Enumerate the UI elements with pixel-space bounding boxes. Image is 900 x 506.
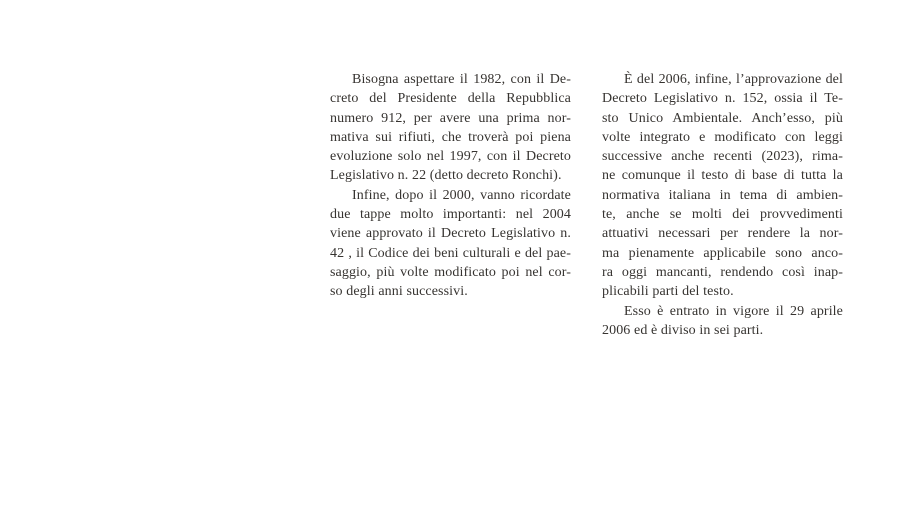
paragraph [602,302,843,341]
text-line: creto del Presidente della Repubblica [330,91,571,107]
paragraph [330,186,571,302]
text-line: Infine, dopo il 2000, vanno ricordate [352,187,571,203]
text-line: Esso è entrato in vigore il 29 aprile [624,303,843,319]
text-line: mativa sui rifiuti, che troverà poi piena [330,129,571,145]
text-line: ra oggi mancanti, rendendo così inap- [602,264,843,280]
text-line: normativa italiana in tema di ambien- [602,187,843,203]
text-line: È del 2006, infine, l’approvazione del [624,72,843,87]
text-line: successive anche recenti (2023), rima- [602,149,843,165]
text-line: sto Unico Ambientale. Anch’esso, più [602,110,843,126]
paragraph [330,70,571,186]
text-line: Legislativo n. 22 (detto decreto Ronchi). [330,168,562,184]
text-line: volte integrato e modificato con leggi [602,129,843,145]
text-column-right [602,70,843,340]
text-line: evoluzione solo nel 1997, con il Decreto [330,149,571,165]
text-line: Decreto Legislativo n. 152, ossia il Te- [602,91,843,107]
text-line: viene approvato il Decreto Legislativo n. [330,226,571,242]
text-line: plicabili parti del testo. [602,284,734,300]
text-line: Bisogna aspettare il 1982, con il De- [352,72,571,87]
text-line: ma pienamente applicabile sono anco- [602,245,843,261]
text-column-left [330,70,571,302]
text-line: 42 , il Codice dei beni culturali e del pae- [330,245,571,261]
text-line: so degli anni successivi. [330,284,468,300]
text-line: saggio, più volte modificato poi nel cor- [330,264,571,280]
paragraph [602,70,843,302]
text-line: numero 912, per avere una prima nor- [330,110,571,126]
text-line: 2006 ed è diviso in sei parti. [602,322,764,338]
text-line: attuativi necessari per rendere la nor- [602,226,843,242]
text-line: ne comunque il testo di base di tutta la [602,168,843,184]
text-line: due tappe molto importanti: nel 2004 [330,207,571,223]
text-line: te, anche se molti dei provvedimenti [602,207,843,223]
